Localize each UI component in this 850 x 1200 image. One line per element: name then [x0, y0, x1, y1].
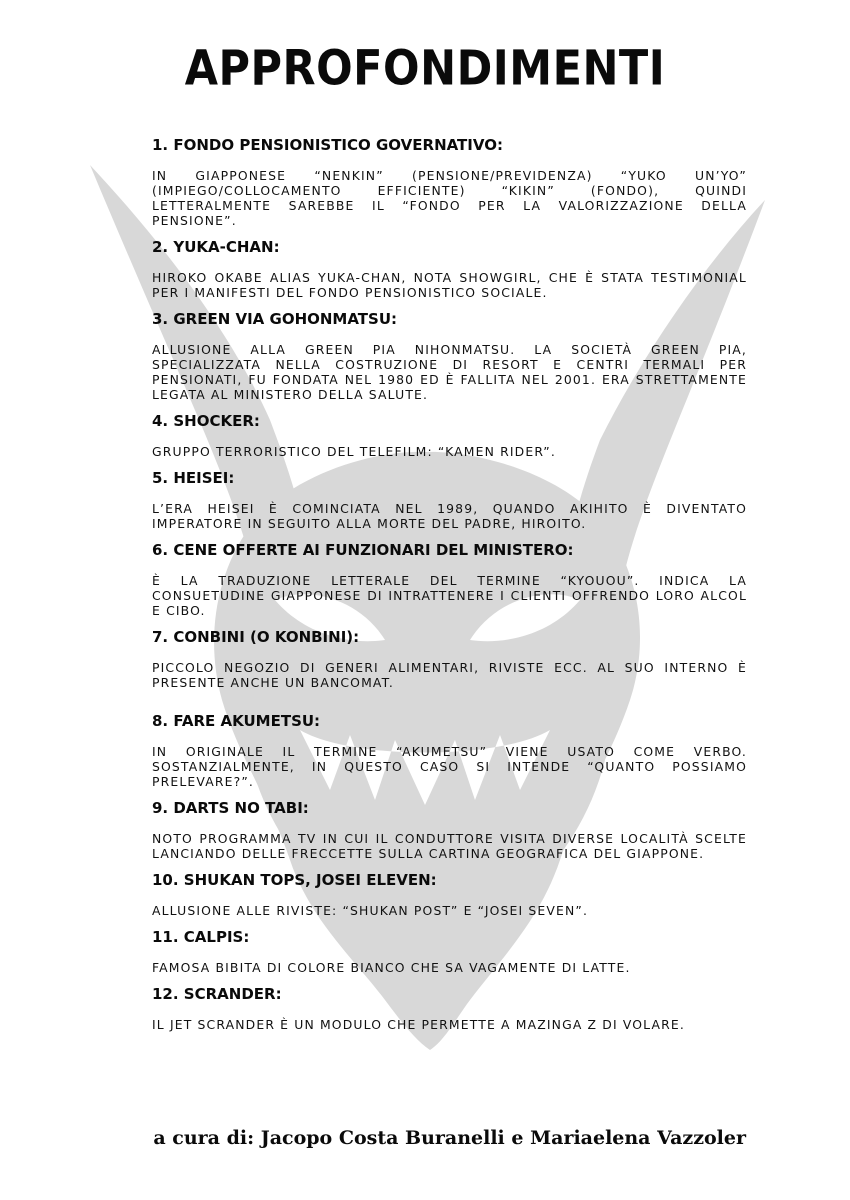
- note-heading: 5. HEISEI:: [152, 469, 235, 487]
- note-body: L’ERA HEISEI È COMINCIATA NEL 1989, QUANDO AKIHITO È DIVENTATO IMPERATORE IN SEGUITO ALLA MORTE DEL PADRE, HIROITO.: [152, 501, 747, 531]
- note-body: IL JET SCRANDER È UN MODULO CHE PERMETTE A MAZINGA Z DI VOLARE.: [152, 1017, 685, 1032]
- note-item: [152, 628, 747, 690]
- note-heading: 8. FARE AKUMETSU:: [152, 712, 321, 730]
- note-heading: 7. CONBINI (O KONBINI):: [152, 628, 360, 646]
- note-body: ALLUSIONE ALLA GREEN PIA NIHONMATSU. LA SOCIETÀ GREEN PIA, SPECIALIZZATA NELLA COSTRUZIONE DI RESORT E CENTRI TERMALI PER PENSIONATI, FU FONDATA NEL 1980 ED È FALLITA NEL 2001. ERA STRETTAMENTE LEGATA AL MINISTERO DELLA SALUTE.: [152, 342, 747, 402]
- note-item: [152, 469, 747, 531]
- note-heading: 4. SHOCKER:: [152, 412, 260, 430]
- note-body: NOTO PROGRAMMA TV IN CUI IL CONDUTTORE VISITA DIVERSE LOCALITÀ SCELTE LANCIANDO DELLE FRECCETTE SULLA CARTINA GEOGRAFICA DEL GIAPPONE.: [152, 831, 747, 861]
- note-heading: 3. GREEN VIA GOHONMATSU:: [152, 310, 398, 328]
- note-heading: 12. SCRANDER:: [152, 985, 282, 1003]
- note-body: FAMOSA BIBITA DI COLORE BIANCO CHE SA VAGAMENTE DI LATTE.: [152, 960, 631, 975]
- note-item: [152, 871, 747, 918]
- note-item: [152, 541, 747, 618]
- note-body: IN GIAPPONESE “NENKIN” (PENSIONE/PREVIDENZA) “YUKO UN’YO” (IMPIEGO/COLLOCAMENTO EFFICIENTE) “KIKIN” (FONDO), QUINDI LETTERALMENTE SAREBBE IL “FONDO PER LA VALORIZZAZIONE DELLA PENSIONE”.: [152, 168, 747, 228]
- notes-list: [152, 136, 747, 1042]
- note-heading: 1. FONDO PENSIONISTICO GOVERNATIVO:: [152, 136, 503, 154]
- note-item: [152, 136, 747, 228]
- note-body: ALLUSIONE ALLE RIVISTE: “SHUKAN POST” E “JOSEI SEVEN”.: [152, 903, 589, 918]
- note-body: GRUPPO TERRORISTICO DEL TELEFILM: “KAMEN RIDER”.: [152, 444, 556, 459]
- note-heading: 10. SHUKAN TOPS, JOSEI ELEVEN:: [152, 871, 437, 889]
- note-body: È LA TRADUZIONE LETTERALE DEL TERMINE “KYOUOU”. INDICA LA CONSUETUDINE GIAPPONESE DI INTRATTENERE I CLIENTI OFFRENDO LORO ALCOL E CIBO.: [152, 573, 747, 618]
- note-item: [152, 310, 747, 402]
- note-body: PICCOLO NEGOZIO DI GENERI ALIMENTARI, RIVISTE ECC. AL SUO INTERNO È PRESENTE ANCHE UN BANCOMAT.: [152, 660, 747, 690]
- page-title: APPROFONDIMENTI: [184, 41, 666, 97]
- note-item: [152, 712, 747, 789]
- note-heading: 6. CENE OFFERTE AI FUNZIONARI DEL MINISTERO:: [152, 541, 574, 559]
- note-item: [152, 412, 747, 459]
- note-body: HIROKO OKABE ALIAS YUKA-CHAN, NOTA SHOWGIRL, CHE È STATA TESTIMONIAL PER I MANIFESTI DEL FONDO PENSIONISTICO SOCIALE.: [152, 270, 747, 300]
- credit-line: a cura di: Jacopo Costa Buranelli e Mariaelena Vazzoler: [153, 1127, 746, 1149]
- note-heading: 9. DARTS NO TABI:: [152, 799, 309, 817]
- note-item: [152, 799, 747, 861]
- note-body: IN ORIGINALE IL TERMINE “AKUMETSU” VIENE USATO COME VERBO. SOSTANZIALMENTE, IN QUESTO CASO SI INTENDE “QUANTO POSSIAMO PRELEVARE?”.: [152, 744, 747, 789]
- note-item: [152, 238, 747, 300]
- note-heading: 11. CALPIS:: [152, 928, 250, 946]
- note-item: [152, 985, 747, 1032]
- note-item: [152, 928, 747, 975]
- note-heading: 2. YUKA-CHAN:: [152, 238, 280, 256]
